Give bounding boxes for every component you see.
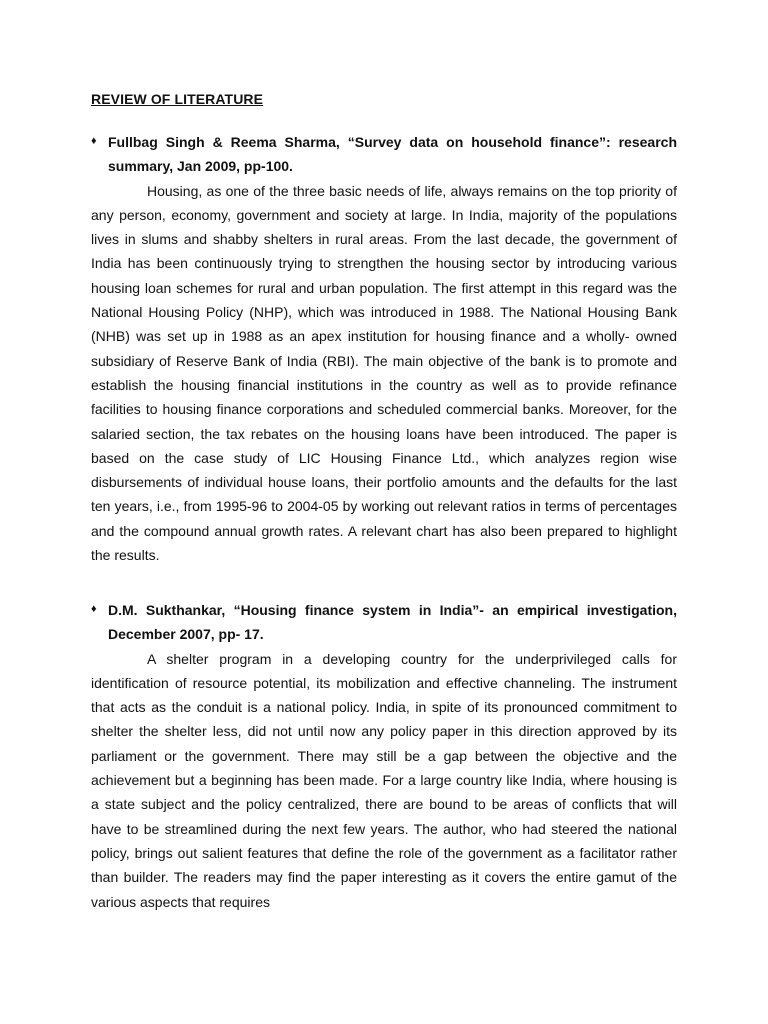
entry-summary: A shelter program in a developing country for the underprivileged calls for identification of resource potential, its mobilization and effective channeling. The instrument that acts as the conduit is a national policy. India, in spite of its pronounced commitment to shelter the shelter less, did not until now any policy paper in this direction approved by its parliament or the government. There may still be a gap between the objective and the achievement but a beginning has been made. For a large country like India, where housing is a state subject and the policy centralized, there are bound to be areas of conflicts that will have to be streamlined during the next few years. The author, who had steered the national policy, brings out salient features that define the role of the government as a facilitator rather than builder. The readers may find the paper interesting as it covers the entire gamut of the various aspects that requires <box>91 650 677 910</box>
section-heading: REVIEW OF LITERATURE <box>91 91 264 107</box>
diamond-bullet-icon: ♦ <box>91 135 97 147</box>
literature-entry <box>91 598 677 914</box>
entry-citation: Fullbag Singh & Reema Sharma, “Survey data on household finance”: research summary, Jan 2009, pp-100. <box>108 134 677 175</box>
entry-summary: Housing, as one of the three basic needs of life, always remains on the top priority of any person, economy, government and society at large. In India, majority of the populations lives in slums and shabby shelters in rural areas. From the last decade, the government of India has been continuously trying to strengthen the housing sector by introducing various housing loan schemes for rural and urban population. The first attempt in this regard was the National Housing Policy (NHP), which was introduced in 1988. The National Housing Bank (NHB) was set up in 1988 as an apex institution for housing finance and a wholly- owned subsidiary of Reserve Bank of India (RBI). The main objective of the bank is to promote and establish the housing financial institutions in the country as well as to provide refinance facilities to housing finance corporations and scheduled commercial banks. Moreover, for the salaried section, the tax rebates on the housing loans have been introduced. The paper is based on the case study of LIC Housing Finance Ltd., which analyzes region wise disbursements of individual house loans, their portfolio amounts and the defaults for the last ten years, i.e., from 1995-96 to 2004-05 by working out relevant ratios in terms of percentages and the compound annual growth rates. A relevant chart has also been prepared to highlight the results. <box>91 182 677 564</box>
entry-citation: D.M. Sukthankar, “Housing finance system in India”- an empirical investigation, December 2007, pp- 17. <box>108 602 677 643</box>
diamond-bullet-icon: ♦ <box>91 603 97 615</box>
literature-entry <box>91 130 677 567</box>
